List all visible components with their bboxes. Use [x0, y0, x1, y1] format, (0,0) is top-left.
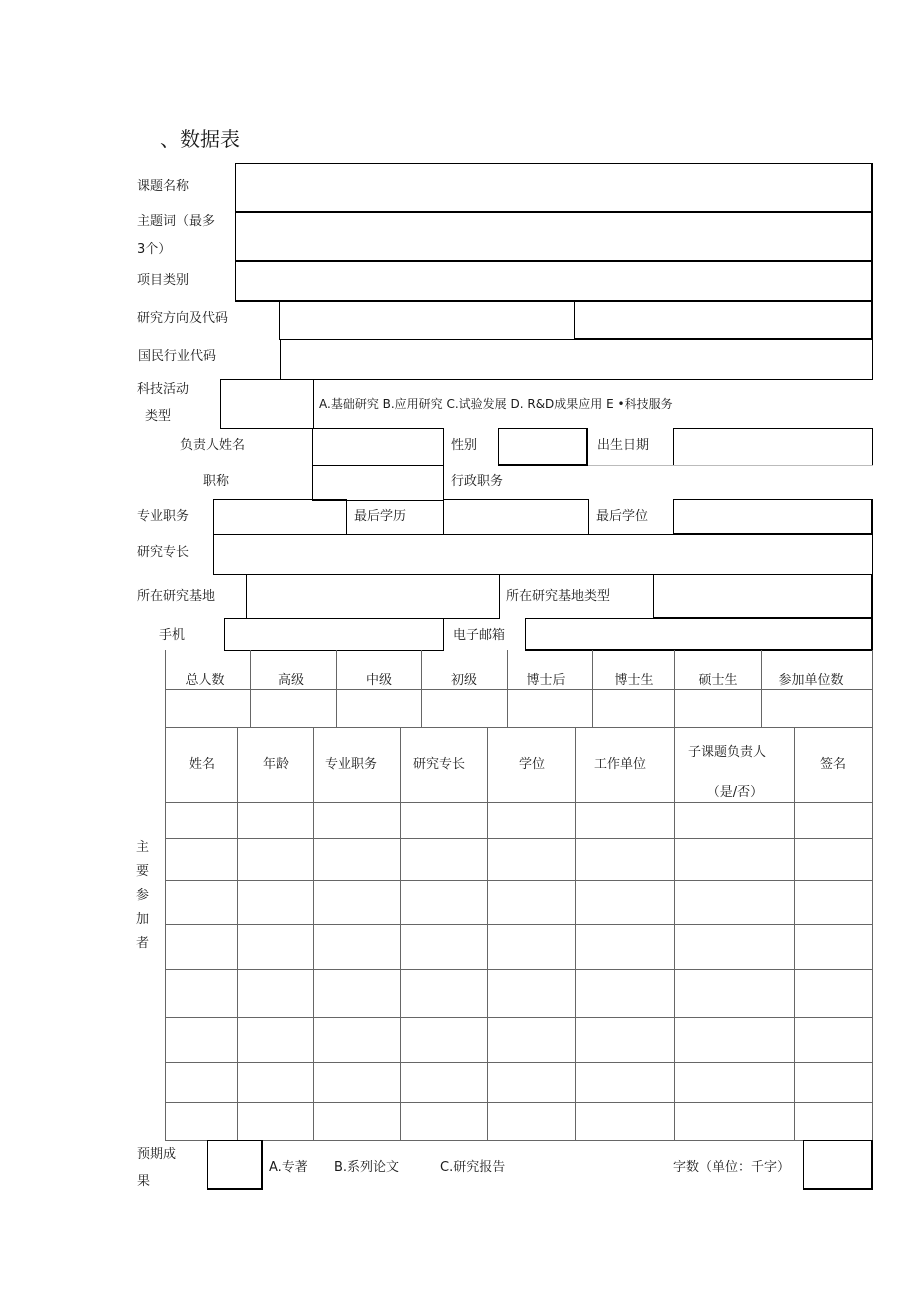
title-rank-label: 职称: [203, 474, 230, 489]
member-row[interactable]: [166, 970, 872, 1017]
admin-post-label: 行政职务: [451, 474, 504, 489]
stat-header-master: 硕士生: [698, 673, 738, 688]
member-header-age: 年龄: [262, 757, 290, 772]
stat-header-junior: 初级: [450, 673, 478, 688]
activity-type-label-line2: 类型: [145, 409, 172, 424]
option-monograph: A.专著: [269, 1160, 308, 1175]
last-degree-field[interactable]: [673, 499, 873, 535]
research-base-label: 所在研究基地: [137, 589, 216, 604]
last-degree-label: 最后学位: [596, 509, 649, 524]
project-type-field[interactable]: [235, 261, 873, 302]
member-header-work-unit: 工作单位: [593, 757, 647, 772]
email-label: 电子邮箱: [453, 628, 506, 643]
last-education-field[interactable]: [443, 499, 589, 535]
stat-postdoc-input[interactable]: [508, 690, 592, 727]
main-participants-label: 主 要 参 加 者: [136, 840, 150, 951]
prof-post-field[interactable]: [213, 499, 347, 535]
member-row[interactable]: [166, 925, 872, 969]
member-header-specialty: 研究专长: [412, 757, 466, 772]
stat-header-total: 总人数: [185, 673, 225, 688]
email-field[interactable]: [525, 618, 873, 651]
stat-header-postdoc: 博士后: [526, 673, 566, 688]
member-header-sub-leader: 子课题负责人: [687, 745, 767, 760]
expected-result-label-line1: 预期成: [137, 1147, 177, 1162]
mobile-field[interactable]: [224, 618, 444, 651]
stat-total-input[interactable]: [166, 690, 250, 727]
word-count-label: 字数（单位：千字）: [673, 1160, 791, 1175]
birth-date-label: 出生日期: [597, 438, 650, 453]
research-base-type-field[interactable]: [653, 574, 873, 619]
research-direction-label: 研究方向及代码: [137, 311, 229, 326]
keywords-label-line2: 3个）: [137, 242, 172, 257]
stat-header-units: 参加单位数: [778, 673, 844, 688]
research-direction-code-field[interactable]: [574, 301, 873, 340]
stat-intermediate-input[interactable]: [337, 690, 421, 727]
activity-type-options: A.基础研究 B.应用研究 C.试验发展 D. R&D成果应用 E •科技服务: [319, 397, 673, 411]
keywords-label-line1: 主题词（最多: [137, 214, 216, 229]
option-research-report: C.研究报告: [440, 1160, 506, 1175]
stat-master-input[interactable]: [675, 690, 761, 727]
member-row[interactable]: [166, 1018, 872, 1062]
stat-header-senior: 高级: [277, 673, 305, 688]
leader-name-field[interactable]: [312, 428, 444, 466]
mobile-label: 手机: [159, 628, 186, 643]
member-header-signature: 签名: [819, 757, 847, 772]
last-education-label: 最后学历: [354, 509, 407, 524]
gender-field[interactable]: [498, 428, 588, 466]
option-series-papers: B.系列论文: [334, 1160, 400, 1175]
topic-name-label: 课题名称: [137, 179, 190, 194]
stat-header-phd: 博士生: [614, 673, 654, 688]
specialty-field[interactable]: [213, 534, 873, 575]
gender-label: 性别: [451, 438, 478, 453]
word-count-field[interactable]: [803, 1140, 873, 1190]
stat-header-intermediate: 中级: [365, 673, 393, 688]
research-base-type-label: 所在研究基地类型: [506, 589, 611, 604]
research-base-field[interactable]: [246, 574, 500, 619]
member-header-name: 姓名: [188, 757, 216, 772]
member-header-prof-post: 专业职务: [324, 757, 378, 772]
title-rank-field[interactable]: [312, 465, 444, 501]
stat-senior-input[interactable]: [251, 690, 336, 727]
member-row[interactable]: [166, 881, 872, 924]
expected-result-label-line2: 果: [137, 1174, 151, 1189]
project-type-label: 项目类别: [137, 273, 190, 288]
activity-type-field[interactable]: [220, 379, 314, 429]
member-row[interactable]: [166, 1103, 872, 1140]
keywords-field[interactable]: [235, 212, 873, 262]
member-row[interactable]: [166, 839, 872, 880]
member-row[interactable]: [166, 803, 872, 838]
specialty-label: 研究专长: [137, 545, 190, 560]
member-header-degree: 学位: [518, 757, 546, 772]
industry-code-field[interactable]: [280, 339, 873, 380]
activity-type-label-line1: 科技活动: [137, 382, 190, 397]
stat-junior-input[interactable]: [422, 690, 507, 727]
birth-date-field[interactable]: [673, 428, 873, 466]
topic-name-field[interactable]: [235, 163, 873, 213]
research-direction-field[interactable]: [279, 301, 575, 340]
prof-post-label: 专业职务: [137, 509, 190, 524]
member-header-sub-leader-yes-no: （是/否）: [706, 785, 764, 800]
industry-code-label: 国民行业代码: [138, 349, 217, 364]
expected-result-field[interactable]: [207, 1140, 263, 1190]
page-title: 、数据表: [160, 127, 240, 151]
stat-phd-input[interactable]: [593, 690, 674, 727]
stat-units-input[interactable]: [762, 690, 872, 727]
leader-name-label: 负责人姓名: [180, 438, 246, 453]
member-row[interactable]: [166, 1063, 872, 1102]
